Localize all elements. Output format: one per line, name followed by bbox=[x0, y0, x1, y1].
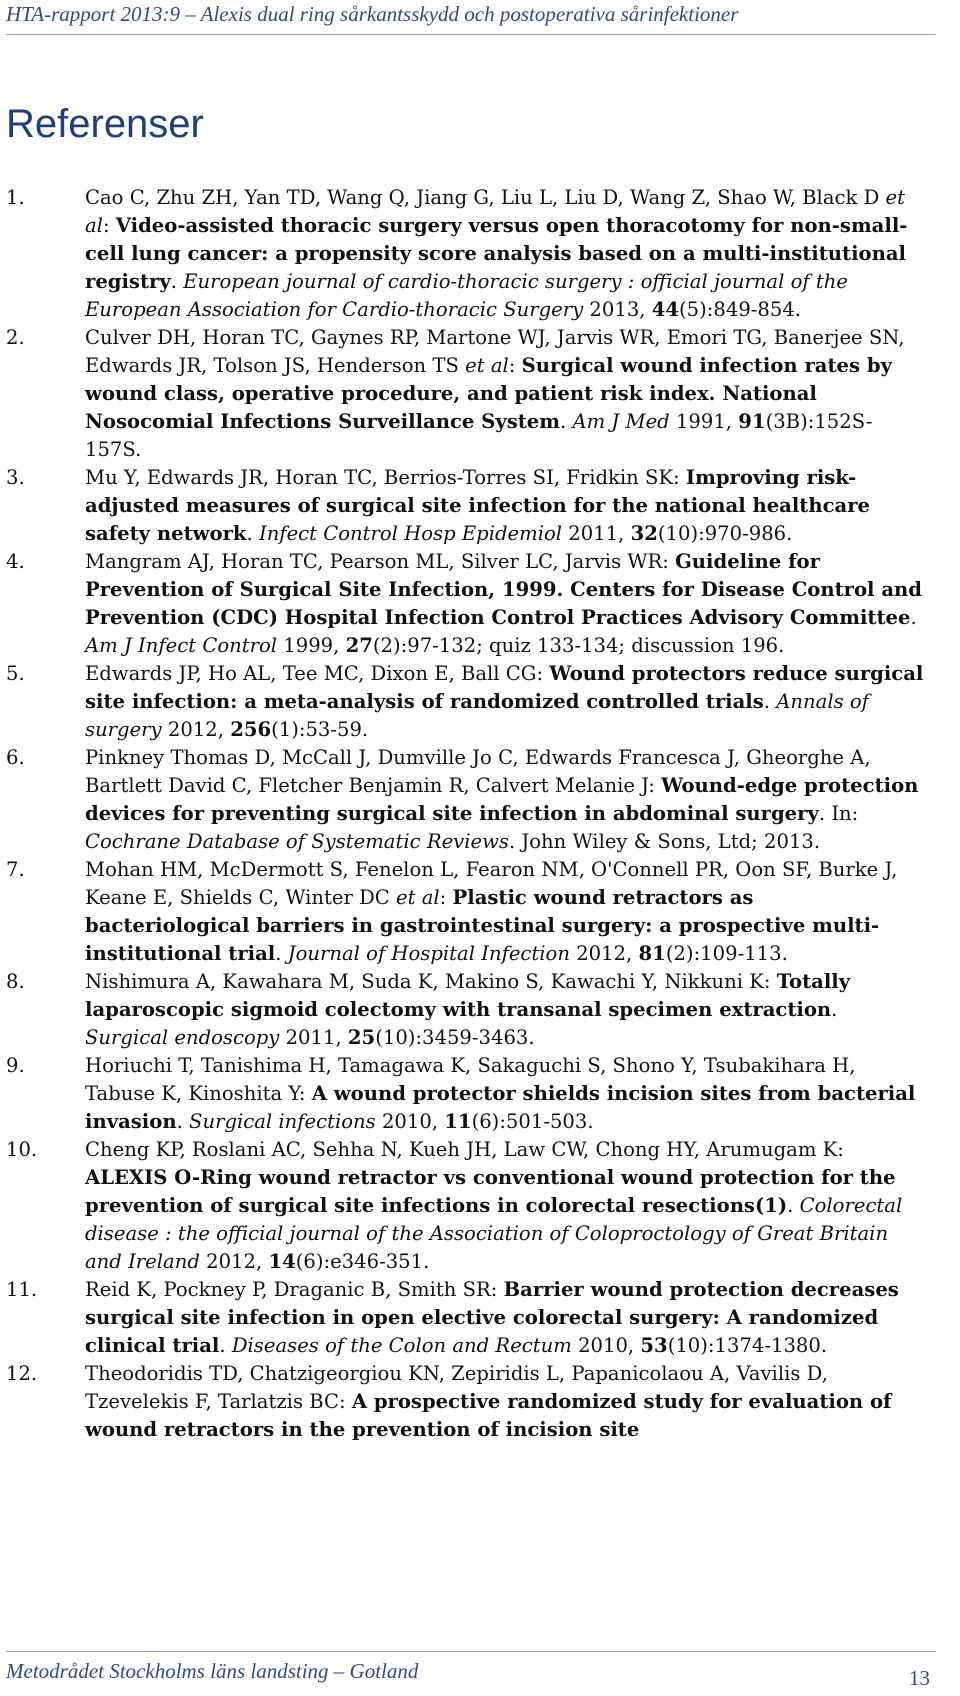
reference-journal: Am J Infect Control bbox=[85, 634, 278, 657]
reference-title: Guideline for Prevention of Surgical Site Infection, 1999. Centers for Disease Control and Prevention (CDC) Hospital Infection Control Practices Advisory Committee bbox=[85, 550, 922, 629]
reference-title: A prospective randomized study for evaluation of wound retractors in the prevention of incision site bbox=[85, 1390, 892, 1441]
reference-title: Wound-edge protection devices for preventing surgical site infection in abdominal surgery bbox=[85, 774, 919, 825]
reference-number: 5. bbox=[6, 662, 25, 685]
reference-separator: . bbox=[831, 998, 838, 1021]
reference-volume: 53 bbox=[640, 1334, 668, 1357]
reference-et-al: et al bbox=[465, 354, 509, 377]
reference-number: 2. bbox=[6, 326, 25, 349]
reference-separator: : bbox=[508, 354, 522, 377]
reference-list bbox=[6, 184, 924, 1444]
reference-number: 9. bbox=[6, 1054, 25, 1077]
reference-authors: Reid K, Pockney P, Draganic B, Smith SR: bbox=[85, 1278, 504, 1301]
reference-year: 2012, bbox=[161, 718, 231, 741]
reference-number: 3. bbox=[6, 466, 25, 489]
reference-et-al: et al bbox=[85, 186, 906, 237]
footer-divider bbox=[6, 1651, 936, 1652]
reference-pages: (6):e346-351. bbox=[295, 1250, 430, 1273]
reference-year: 2012, bbox=[199, 1250, 269, 1273]
reference-authors: Pinkney Thomas D, McCall J, Dumville Jo C, Edwards Francesca J, Gheorghe A, Bartlett David C, Fletcher Benjamin R, Calvert Melanie J: bbox=[85, 746, 871, 797]
reference-volume: 25 bbox=[347, 1026, 376, 1049]
reference-title: Totally laparoscopic sigmoid colectomy with transanal specimen extraction bbox=[85, 970, 851, 1021]
reference-authors: Theodoridis TD, Chatzigeorgiou KN, Zepiridis L, Papanicolaou A, Vavilis D, Tzevelekis F, Tarlatzis BC: bbox=[85, 1362, 828, 1413]
reference-journal: Diseases of the Colon and Rectum bbox=[231, 1334, 572, 1357]
reference-volume: 256 bbox=[230, 718, 272, 741]
reference-pages: (1):53-59. bbox=[271, 718, 369, 741]
section-title: Referenser bbox=[6, 102, 204, 146]
reference-volume: 14 bbox=[268, 1250, 296, 1273]
reference-separator: . bbox=[763, 690, 777, 713]
reference-journal: Colorectal disease : the official journal of the Association of Coloproctology of Great Britain and Ireland bbox=[85, 1194, 903, 1273]
reference-number: 7. bbox=[6, 858, 25, 881]
reference-year: 2010, bbox=[571, 1334, 641, 1357]
reference-journal: Surgical infections bbox=[189, 1110, 376, 1133]
reference-year: . John Wiley & Sons, Ltd; 2013. bbox=[508, 830, 821, 853]
running-header: HTA-rapport 2013:9 – Alexis dual ring sårkantsskydd och postoperativa sårinfektioner bbox=[6, 2, 739, 26]
reference-journal: Infect Control Hosp Epidemiol bbox=[258, 522, 563, 545]
reference-separator: . bbox=[787, 1194, 800, 1217]
reference-item bbox=[6, 744, 924, 856]
reference-authors: Mu Y, Edwards JR, Horan TC, Berrios-Torres SI, Fridkin SK: bbox=[85, 466, 686, 489]
reference-title: Wound protectors reduce surgical site infection: a meta-analysis of randomized controlled trials bbox=[85, 662, 924, 713]
reference-authors: Edwards JP, Ho AL, Tee MC, Dixon E, Ball CG: bbox=[85, 662, 550, 685]
reference-volume: 91 bbox=[738, 410, 766, 433]
reference-year: 2011, bbox=[562, 522, 631, 545]
reference-year: 1999, bbox=[277, 634, 346, 657]
reference-item bbox=[6, 968, 924, 1052]
reference-separator: . bbox=[170, 270, 184, 293]
reference-item bbox=[6, 1276, 924, 1360]
reference-separator: . bbox=[219, 1334, 232, 1357]
reference-authors: Cheng KP, Roslani AC, Sehha N, Kueh JH, Law CW, Chong HY, Arumugam K: bbox=[85, 1138, 844, 1161]
reference-separator: . bbox=[560, 410, 573, 433]
reference-item bbox=[6, 1360, 924, 1444]
reference-title: Video-assisted thoracic surgery versus open thoracotomy for non-small-cell lung cancer: a propensity score analysis based on a multi-institutional registry bbox=[85, 214, 908, 293]
reference-title: ALEXIS O-Ring wound retractor vs conventional wound protection for the prevention of surgical site infections in colorectal resections(1) bbox=[85, 1166, 896, 1217]
reference-pages: (5):849-854. bbox=[679, 298, 802, 321]
reference-journal: Annals of surgery bbox=[85, 690, 869, 741]
reference-year: 2012, bbox=[569, 942, 639, 965]
reference-separator: . bbox=[275, 942, 288, 965]
reference-volume: 32 bbox=[630, 522, 658, 545]
reference-item bbox=[6, 660, 924, 744]
reference-pages: (10):1374-1380. bbox=[667, 1334, 828, 1357]
reference-item bbox=[6, 548, 924, 660]
reference-title: Barrier wound protection decreases surgical site infection in open elective colorectal surgery: A randomized clinical trial bbox=[85, 1278, 899, 1357]
reference-number: 8. bbox=[6, 970, 25, 993]
reference-number: 10. bbox=[6, 1138, 38, 1161]
reference-item bbox=[6, 1052, 924, 1136]
reference-separator: : bbox=[439, 886, 453, 909]
reference-volume: 44 bbox=[651, 298, 680, 321]
reference-journal: Surgical endoscopy bbox=[85, 1026, 280, 1049]
page-number: 13 bbox=[909, 1666, 930, 1690]
reference-pages: (10):970-986. bbox=[657, 522, 793, 545]
running-footer: Metodrådet Stockholms läns landsting – Gotland bbox=[6, 1659, 419, 1683]
reference-journal: Journal of Hospital Infection bbox=[287, 942, 570, 965]
header-divider bbox=[6, 34, 936, 35]
reference-volume: 11 bbox=[444, 1110, 472, 1133]
reference-authors: Horiuchi T, Tanishima H, Tamagawa K, Sakaguchi S, Shono Y, Tsubakihara H, Tabuse K, Kinoshita Y: bbox=[85, 1054, 856, 1105]
reference-separator: . bbox=[910, 606, 917, 629]
reference-item bbox=[6, 464, 924, 548]
reference-journal: Cochrane Database of Systematic Reviews bbox=[85, 830, 509, 853]
reference-et-al: et al bbox=[396, 886, 440, 909]
reference-journal: Am J Med bbox=[572, 410, 670, 433]
reference-number: 11. bbox=[6, 1278, 38, 1301]
reference-title: Surgical wound infection rates by wound class, operative procedure, and patient risk index. National Nosocomial Infections Surveillance System bbox=[85, 354, 892, 433]
reference-year: 1991, bbox=[669, 410, 739, 433]
reference-item bbox=[6, 1136, 924, 1276]
reference-authors: Cao C, Zhu ZH, Yan TD, Wang Q, Jiang G, Liu L, Liu D, Wang Z, Shao W, Black D bbox=[85, 186, 886, 209]
reference-item bbox=[6, 856, 924, 968]
reference-number: 1. bbox=[6, 186, 25, 209]
reference-title: A wound protector shields incision sites from bacterial invasion bbox=[85, 1082, 916, 1133]
reference-authors: Mangram AJ, Horan TC, Pearson ML, Silver LC, Jarvis WR: bbox=[85, 550, 676, 573]
reference-authors: Nishimura A, Kawahara M, Suda K, Makino S, Kawachi Y, Nikkuni K: bbox=[85, 970, 777, 993]
reference-item bbox=[6, 324, 924, 464]
reference-separator: . bbox=[246, 522, 259, 545]
reference-authors: Culver DH, Horan TC, Gaynes RP, Martone WJ, Jarvis WR, Emori TG, Banerjee SN, Edwards JR, Tolson JS, Henderson TS bbox=[85, 326, 905, 377]
reference-title: Improving risk-adjusted measures of surgical site infection for the national healthcare safety network bbox=[85, 466, 871, 545]
reference-year: 2011, bbox=[279, 1026, 348, 1049]
reference-year: 2013, bbox=[583, 298, 652, 321]
reference-authors: Mohan HM, McDermott S, Fenelon L, Fearon NM, O'Connell PR, Oon SF, Burke J, Keane E, Shields C, Winter DC bbox=[85, 858, 898, 909]
reference-pages: (2):97-132; quiz 133-134; discussion 196. bbox=[372, 634, 785, 657]
reference-journal: European journal of cardio-thoracic surgery : official journal of the European Association for Cardio-thoracic Surgery bbox=[85, 270, 848, 321]
reference-pages: (6):501-503. bbox=[471, 1110, 594, 1133]
reference-title: Plastic wound retractors as bacteriological barriers in gastrointestinal surgery: a prospective multi-institutional trial bbox=[85, 886, 880, 965]
reference-separator: . In: bbox=[818, 802, 859, 825]
reference-number: 12. bbox=[6, 1362, 38, 1385]
reference-separator: . bbox=[176, 1110, 190, 1133]
reference-item bbox=[6, 184, 924, 324]
reference-year: 2010, bbox=[375, 1110, 445, 1133]
reference-volume: 81 bbox=[638, 942, 666, 965]
reference-number: 4. bbox=[6, 550, 25, 573]
reference-pages: (2):109-113. bbox=[665, 942, 788, 965]
reference-separator: : bbox=[102, 214, 116, 237]
reference-pages: (3B):152S-157S. bbox=[85, 410, 873, 461]
reference-pages: (10):3459-3463. bbox=[375, 1026, 535, 1049]
reference-number: 6. bbox=[6, 746, 25, 769]
reference-volume: 27 bbox=[345, 634, 373, 657]
